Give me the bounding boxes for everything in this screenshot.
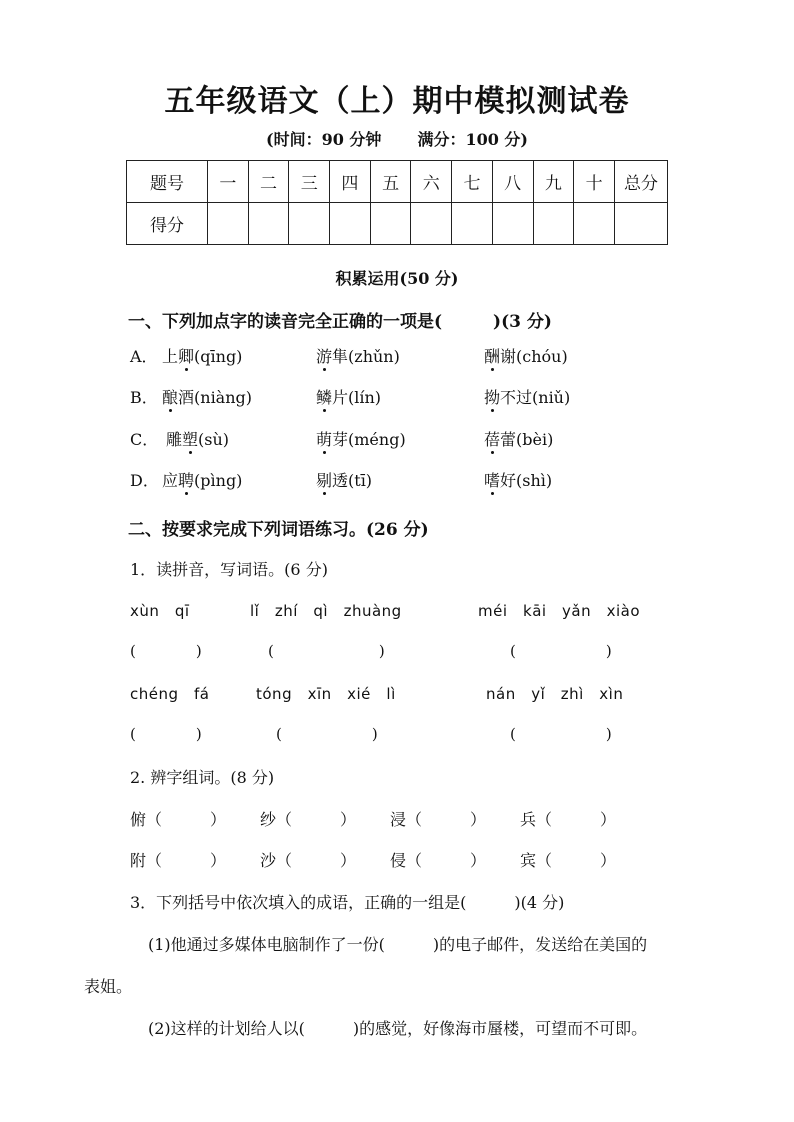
score-cell <box>533 203 574 245</box>
option-b-item-3: 拗不过(niǔ) <box>484 388 571 407</box>
char-group-5: 附（ ） <box>130 851 227 870</box>
option-c-letter: C． <box>130 430 159 449</box>
sentence-1-continued: 表姐。 <box>84 977 133 996</box>
exam-time: (时间：90 分钟 <box>266 130 382 149</box>
answer-box-1: ( ) <box>130 642 202 660</box>
pinyin-2: lǐ zhí qì zhuàng <box>250 602 402 620</box>
option-b-letter: B． <box>130 388 158 407</box>
pinyin-3: méi kāi yǎn xiào <box>478 602 641 620</box>
option-b-item-1: 酿酒(niàng) <box>162 388 253 407</box>
option-a-item-2: 游隼(zhǔn) <box>316 347 400 366</box>
char-group-4: 兵（ ） <box>520 810 617 829</box>
option-a-item-1: 上卿(qīng) <box>162 347 243 366</box>
score-cell <box>574 203 615 245</box>
score-cell <box>492 203 533 245</box>
col-1: 一 <box>208 161 249 203</box>
score-cell <box>289 203 330 245</box>
option-c-item-2: 萌芽(méng) <box>316 430 406 449</box>
total-label: 总分 <box>615 161 668 203</box>
col-9: 九 <box>533 161 574 203</box>
score-cell <box>452 203 493 245</box>
option-c-item-3: 蓓蕾(bèi) <box>484 430 554 449</box>
score-cell <box>330 203 371 245</box>
char-group-8: 宾（ ） <box>520 851 617 870</box>
exam-info <box>0 127 794 150</box>
q2-part-2-label: 2. 辨字组词。(8 分) <box>130 768 275 787</box>
answer-box-3: ( ) <box>510 642 612 660</box>
score-cell <box>615 203 668 245</box>
option-d-item-2: 剔透(tī) <box>316 471 373 490</box>
char-group-2: 纱（ ） <box>260 810 357 829</box>
col-5: 五 <box>370 161 411 203</box>
pinyin-4: chéng fá <box>130 685 210 703</box>
option-a-item-3: 酬谢(chóu) <box>484 347 568 366</box>
question-number-label: 题号 <box>127 161 208 203</box>
q2-part-3-label: 3．下列括号中依次填入的成语，正确的一组是( )(4 分) <box>130 893 565 912</box>
option-c-item-1: 雕塑(sù) <box>166 430 230 449</box>
question-2-heading: 二、按要求完成下列词语练习。(26 分) <box>128 520 429 540</box>
score-cell <box>370 203 411 245</box>
col-3: 三 <box>289 161 330 203</box>
pinyin-5: tóng xīn xié lì <box>256 685 396 703</box>
option-d-item-3: 嗜好(shì) <box>484 471 553 490</box>
score-cell <box>411 203 452 245</box>
score-row-label: 得分 <box>127 203 208 245</box>
score-table <box>126 160 668 245</box>
score-cell <box>208 203 249 245</box>
col-4: 四 <box>330 161 371 203</box>
sentence-1: (1)他通过多媒体电脑制作了一份( )的电子邮件，发送给在美国的 <box>148 935 648 954</box>
char-group-7: 侵（ ） <box>390 851 487 870</box>
score-table-score-row <box>127 203 668 245</box>
col-10: 十 <box>574 161 615 203</box>
option-a-letter: A． <box>130 347 158 366</box>
answer-box-6: ( ) <box>510 725 612 743</box>
option-b-item-2: 鳞片(lín) <box>316 388 382 407</box>
pinyin-6: nán yǐ zhì xìn <box>486 685 624 703</box>
col-7: 七 <box>452 161 493 203</box>
col-6: 六 <box>411 161 452 203</box>
page-title: 五年级语文（上）期中模拟测试卷 <box>164 84 630 119</box>
answer-box-5: ( ) <box>276 725 378 743</box>
option-d-item-1: 应聘(pìng) <box>162 471 243 490</box>
exam-full-score: 满分：100 分) <box>417 130 528 149</box>
char-group-6: 沙（ ） <box>260 851 357 870</box>
question-1-heading: 一、下列加点字的读音完全正确的一项是( )(3 分) <box>128 312 552 332</box>
answer-box-4: ( ) <box>130 725 202 743</box>
answer-box-2: ( ) <box>268 642 385 660</box>
sentence-2: (2)这样的计划给人以( )的感觉，好像海市蜃楼，可望而不可即。 <box>148 1019 648 1038</box>
q2-part-1-label: 1．读拼音，写词语。(6 分) <box>130 560 328 579</box>
col-2: 二 <box>248 161 289 203</box>
section-heading: 积累运用(50 分) <box>335 269 459 288</box>
col-8: 八 <box>492 161 533 203</box>
char-group-1: 俯（ ） <box>130 810 227 829</box>
option-d-letter: D． <box>130 471 159 490</box>
char-group-3: 浸（ ） <box>390 810 487 829</box>
score-cell <box>248 203 289 245</box>
score-table-header-row <box>127 161 668 203</box>
pinyin-1: xùn qī <box>130 602 190 620</box>
